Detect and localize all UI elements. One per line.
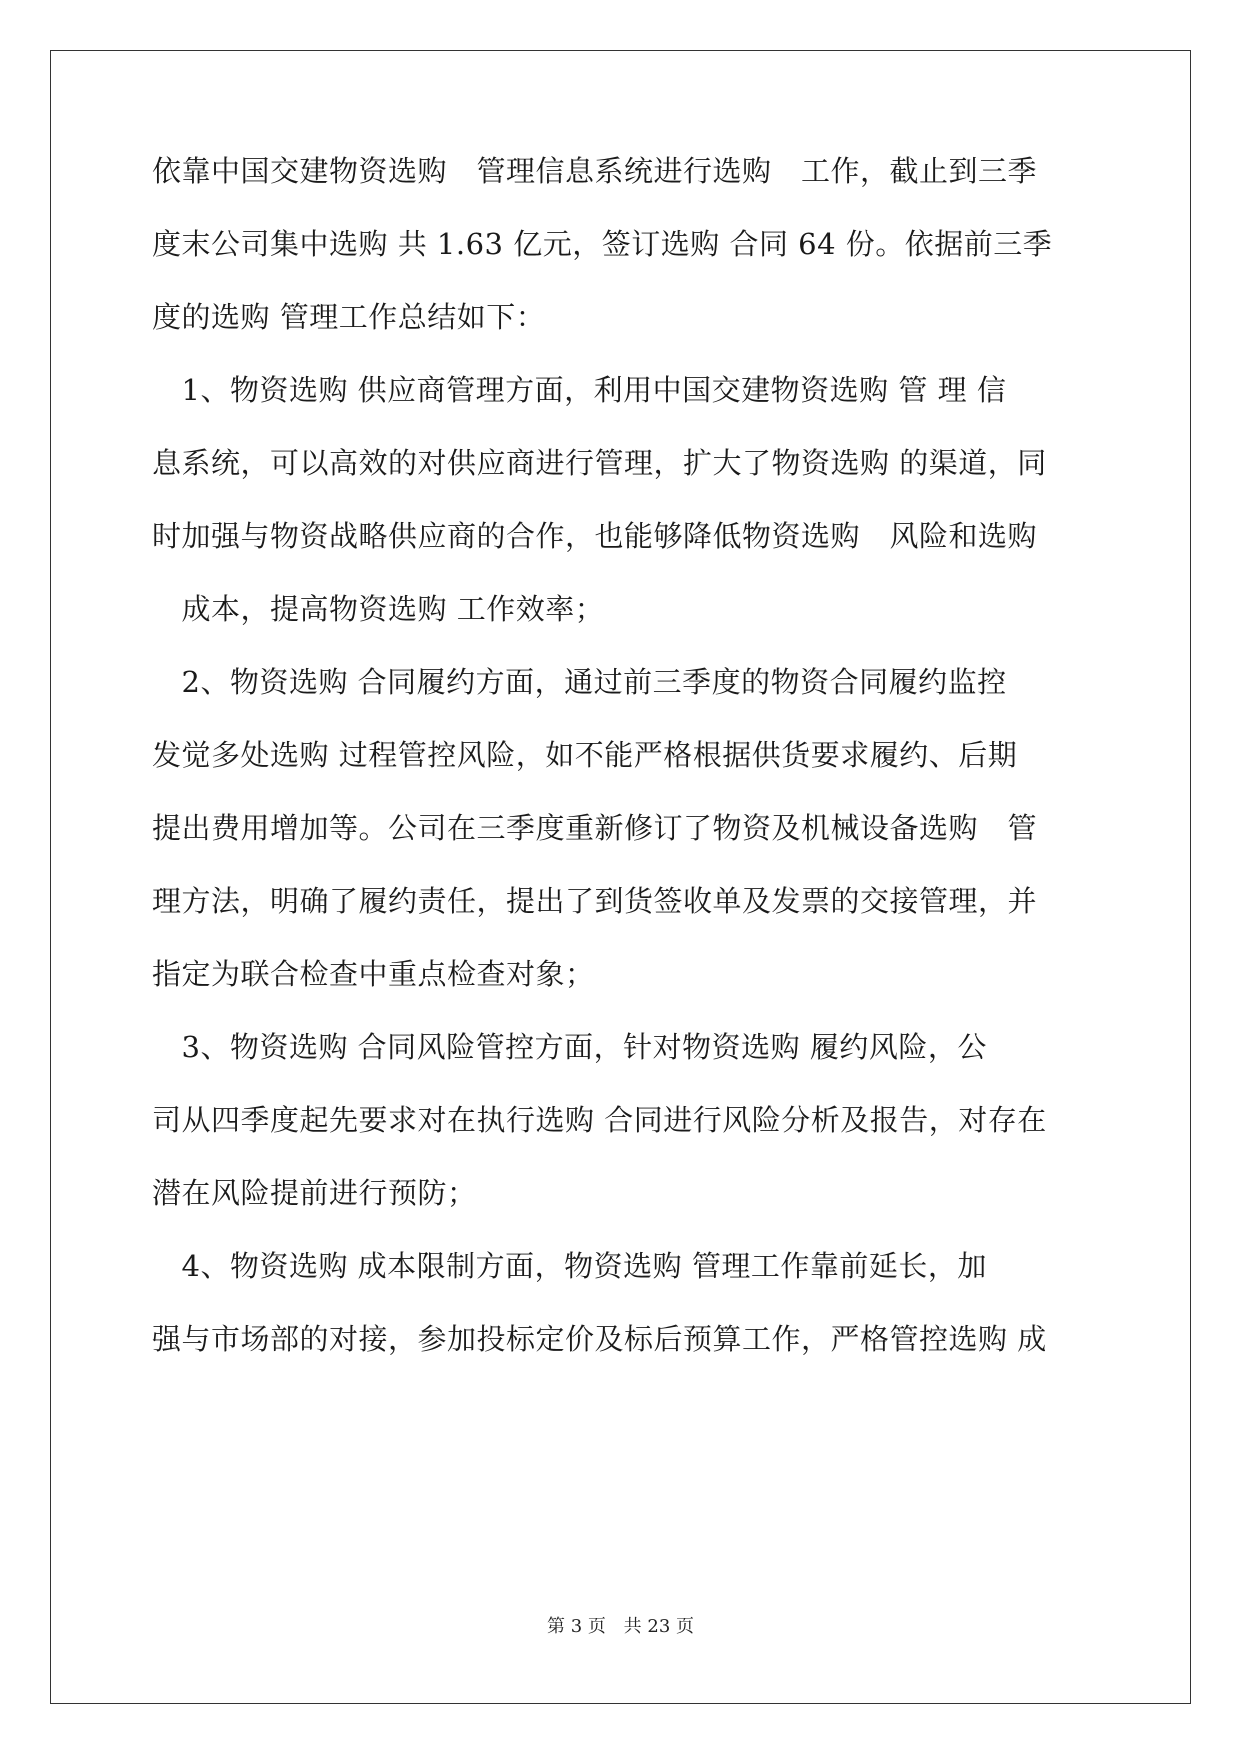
paragraph-line: 2、物资选购 合同履约方面，通过前三季度的物资合同履约监控 <box>152 665 1007 699</box>
paragraph-line: 依靠中国交建物资选购 管理信息系统进行选购 工作，截止到三季 <box>152 154 1038 188</box>
paragraph-line: 理方法，明确了履约责任，提出了到货签收单及发票的交接管理，并 <box>152 884 1038 918</box>
paragraph-line: 指定为联合检查中重点检查对象； <box>152 957 595 991</box>
paragraph-line: 潜在风险提前进行预防； <box>152 1176 477 1210</box>
paragraph-line: 司从四季度起先要求对在执行选购 合同进行风险分析及报告，对存在 <box>152 1103 1047 1137</box>
page-total: 共 23 页 <box>623 1616 694 1637</box>
paragraph-line: 3、物资选购 合同风险管控方面，针对物资选购 履约风险，公 <box>152 1030 987 1064</box>
paragraph-line: 度末公司集中选购 共 1.63 亿元，签订选购 合同 64 份。依据前三季 <box>152 227 1053 261</box>
paragraph-line: 4、物资选购 成本限制方面，物资选购 管理工作靠前延长，加 <box>152 1249 987 1283</box>
paragraph-line: 成本，提高物资选购 工作效率； <box>152 592 605 626</box>
paragraph-line: 发觉多处选购 过程管控风险，如不能严格根据供货要求履约、后期 <box>152 738 1018 772</box>
paragraph-line: 时加强与物资战略供应商的合作，也能够降低物资选购 风险和选购 <box>152 519 1038 553</box>
paragraph-line: 提出费用增加等。公司在三季度重新修订了物资及机械设备选购 管 <box>152 811 1038 845</box>
paragraph-line: 息系统，可以高效的对供应商进行管理，扩大了物资选购 的渠道，同 <box>152 446 1047 480</box>
page-number: 第 3 页 <box>547 1616 606 1637</box>
page-footer <box>0 1612 1241 1638</box>
paragraph-line: 度的选购 管理工作总结如下： <box>152 300 546 334</box>
paragraph-line: 1、物资选购 供应商管理方面，利用中国交建物资选购 管 理 信 <box>152 373 1007 407</box>
paragraph-line: 强与市场部的对接，参加投标定价及标后预算工作，严格管控选购 成 <box>152 1322 1047 1356</box>
